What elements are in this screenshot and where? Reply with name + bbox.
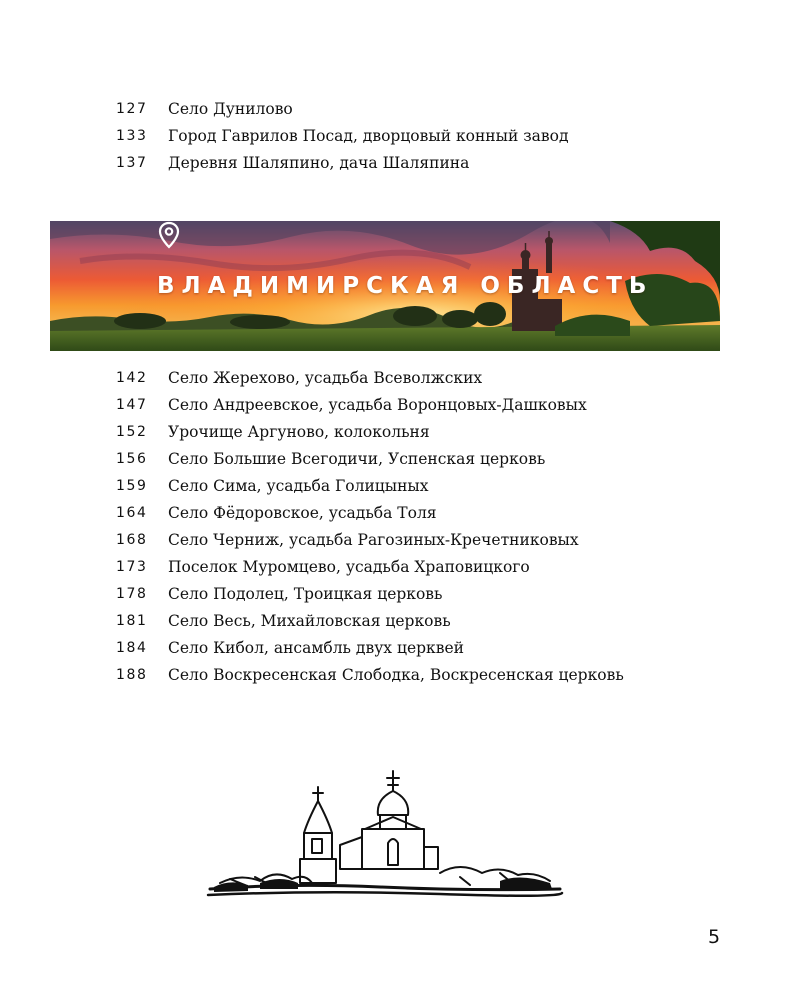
toc-entry[interactable]	[116, 553, 756, 580]
toc-entry[interactable]	[116, 526, 756, 553]
toc-title: Село Воскресенская Слободка, Воскресенская церковь	[168, 665, 624, 684]
toc-title: Урочище Аргуново, колокольня	[168, 422, 430, 441]
toc-title: Деревня Шаляпино, дача Шаляпина	[168, 153, 470, 172]
toc-page-number: 152	[116, 423, 148, 440]
toc-entry[interactable]	[116, 472, 756, 499]
toc-title: Село Дунилово	[168, 99, 293, 118]
region-title: ВЛАДИМИРСКАЯ ОБЛАСТЬ	[157, 273, 654, 299]
toc-page-number: 133	[116, 127, 148, 144]
toc-page-number: 178	[116, 585, 148, 602]
toc-entry[interactable]	[116, 580, 756, 607]
toc-page-number: 127	[116, 100, 148, 117]
toc-title: Село Большие Всегодичи, Успенская церковь	[168, 449, 546, 468]
toc-page-number: 137	[116, 154, 148, 171]
toc-entry[interactable]	[116, 607, 756, 634]
toc-page-number: 188	[116, 666, 148, 683]
toc-page-number: 184	[116, 639, 148, 656]
toc-title: Село Фёдоровское, усадьба Толя	[168, 503, 437, 522]
toc-entry[interactable]	[116, 499, 756, 526]
church-sketch-illustration	[200, 765, 565, 900]
toc-page-number: 159	[116, 477, 148, 494]
toc-list-top	[116, 95, 756, 176]
toc-page-number: 173	[116, 558, 148, 575]
toc-page-number: 168	[116, 531, 148, 548]
toc-title: Село Подолец, Троицкая церковь	[168, 584, 443, 603]
toc-page-number: 147	[116, 396, 148, 413]
page-number: 5	[708, 926, 721, 948]
toc-entry[interactable]	[116, 149, 756, 176]
toc-page-number: 142	[116, 369, 148, 386]
toc-entry[interactable]	[116, 634, 756, 661]
toc-page-number: 156	[116, 450, 148, 467]
toc-title: Село Жерехово, усадьба Всеволжских	[168, 368, 483, 387]
toc-title: Село Весь, Михайловская церковь	[168, 611, 451, 630]
toc-entry[interactable]	[116, 364, 756, 391]
toc-entry[interactable]	[116, 122, 756, 149]
toc-page-number: 181	[116, 612, 148, 629]
toc-title: Село Сима, усадьба Голицыных	[168, 476, 429, 495]
toc-entry[interactable]	[116, 661, 756, 688]
toc-title: Город Гаврилов Посад, дворцовый конный завод	[168, 126, 569, 145]
toc-title: Поселок Муромцево, усадьба Храповицкого	[168, 557, 530, 576]
toc-entry[interactable]	[116, 418, 756, 445]
toc-title: Село Кибол, ансамбль двух церквей	[168, 638, 464, 657]
toc-list-bottom	[116, 364, 756, 688]
toc-entry[interactable]	[116, 445, 756, 472]
location-pin-icon	[157, 221, 181, 249]
toc-title: Село Черниж, усадьба Рагозиных-Кречетниковых	[168, 530, 579, 549]
toc-page-number: 164	[116, 504, 148, 521]
toc-title: Село Андреевское, усадьба Воронцовых-Дашковых	[168, 395, 587, 414]
toc-entry[interactable]	[116, 95, 756, 122]
toc-entry[interactable]	[116, 391, 756, 418]
banner-label	[157, 221, 717, 351]
region-banner	[50, 221, 720, 351]
